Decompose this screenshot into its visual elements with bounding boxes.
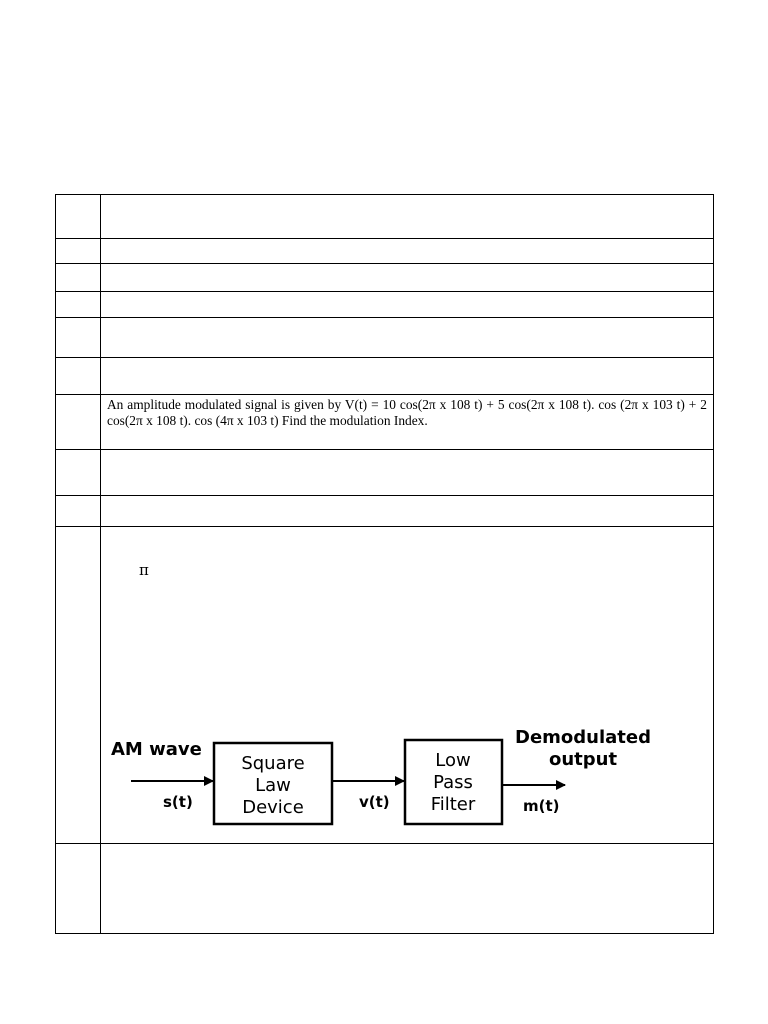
number-cell [56, 292, 101, 318]
block2-line2: Pass [433, 772, 473, 793]
number-cell [56, 318, 101, 358]
content-cell [101, 264, 714, 292]
block2-line3: Filter [430, 794, 476, 815]
table-row [56, 358, 714, 395]
table-row [56, 239, 714, 264]
table-row [56, 318, 714, 358]
number-cell [56, 264, 101, 292]
block1-line2: Law [255, 775, 291, 796]
question-table [55, 194, 714, 934]
number-cell [56, 358, 101, 395]
number-cell [56, 450, 101, 496]
table-row [56, 292, 714, 318]
square-law-demodulator-diagram [103, 723, 663, 833]
content-cell [101, 358, 714, 395]
content-cell [101, 450, 714, 496]
question-cell [101, 395, 714, 450]
table-row [56, 195, 714, 239]
table-row [56, 264, 714, 292]
question-line-2: 103 t) + 2 cos(2π x 108 t). cos (4π x 103 t) Find the modulation Index. [107, 397, 707, 428]
answer-cell [101, 527, 714, 844]
content-cell [101, 318, 714, 358]
table-row [56, 496, 714, 527]
output-label-line1: Demodulated [515, 727, 651, 748]
number-cell [56, 496, 101, 527]
number-cell [56, 239, 101, 264]
number-cell [56, 195, 101, 239]
number-cell [56, 844, 101, 934]
output-label-line2: output [548, 749, 618, 770]
mid-signal-label: v(t) [359, 793, 390, 811]
content-cell [101, 496, 714, 527]
content-cell [101, 292, 714, 318]
question-line-1: An amplitude modulated signal is given by V(t) = 10 cos(2π x 108 t) + 5 cos(2π x 108 t). cos (2π x [107, 397, 649, 412]
content-cell [101, 195, 714, 239]
table-row [56, 395, 714, 450]
table-row [56, 450, 714, 496]
number-cell [56, 395, 101, 450]
pi-symbol: π [139, 561, 149, 579]
table-row [56, 527, 714, 844]
input-signal-label: s(t) [163, 793, 193, 811]
answer-cell-inner [101, 527, 713, 843]
block1-line3: Device [242, 797, 304, 818]
block1-line1: Square [241, 753, 305, 774]
output-signal-label: m(t) [523, 797, 560, 815]
number-cell [56, 527, 101, 844]
block2-line1: Low [435, 750, 471, 771]
content-cell [101, 239, 714, 264]
table-row [56, 844, 714, 934]
input-label: AM wave [111, 739, 202, 760]
question-text [101, 395, 713, 429]
content-cell [101, 844, 714, 934]
